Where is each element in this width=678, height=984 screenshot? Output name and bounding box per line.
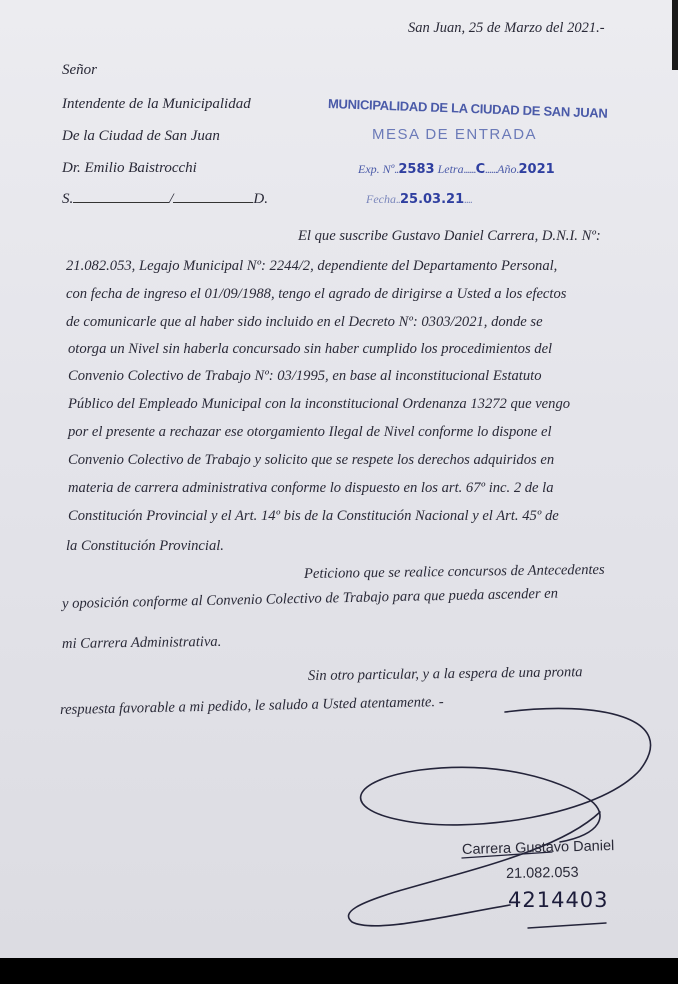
stamp-letra-label: Letra xyxy=(437,162,464,176)
body-line: la Constitución Provincial. xyxy=(66,538,224,554)
body-line: materia de carrera administrativa conforme lo dispuesto en los art. 67º inc. 2 de la xyxy=(68,480,554,496)
stamp-exp-label: Exp. Nº xyxy=(358,162,395,176)
signature-handwritten-number: 4214403 xyxy=(508,888,609,912)
letter-date: San Juan, 25 de Marzo del 2021.- xyxy=(408,20,605,36)
body-line: Convenio Colectivo de Trabajo y solicito que se respete los derechos adquiridos en xyxy=(68,452,555,468)
body-line: otorga un Nivel sin haberla concursado sin haber cumplido los procedimientos del xyxy=(68,341,553,357)
body-line: Peticiono que se realice concursos de Antecedentes xyxy=(303,561,605,582)
signature-name: Carrera Gustavo Daniel xyxy=(461,838,615,858)
sd-blank-1 xyxy=(73,190,169,203)
stamp-organization: MUNICIPALIDAD DE LA CIUDAD DE SAN JUAN xyxy=(327,96,608,121)
sd-end: D. xyxy=(253,191,269,207)
recipient-title: Intendente de la Municipalidad xyxy=(62,96,251,112)
body-line: de comunicarle que al haber sido incluido en el Decreto Nº: 0303/2021, donde se xyxy=(66,314,543,330)
recipient-name: Dr. Emilio Baistrocchi xyxy=(62,160,197,176)
signature-dni: 21.082.053 xyxy=(505,864,579,882)
stamp-anio-value: 2021 xyxy=(518,162,555,177)
stamp-fecha-row: Fecha..25.03.21.... xyxy=(366,192,473,207)
stamp-fecha-label: Fecha xyxy=(366,192,396,206)
body-line: con fecha de ingreso el 01/09/1988, tengo el agrado de dirigirse a Usted a los efectos xyxy=(66,286,567,302)
stamp-anio-label: Año xyxy=(497,162,517,176)
page-edge-shadow xyxy=(672,0,678,70)
stamp-exp-number: 2583 xyxy=(398,162,435,177)
recipient-sd-line xyxy=(62,190,268,208)
sd-separator: / xyxy=(169,191,174,207)
recipient-salutation: Señor xyxy=(62,62,97,78)
body-line: Sin otro particular, y a la espera de una pronta xyxy=(307,664,583,684)
body-line: respuesta favorable a mi pedido, le saludo a Usted atentamente. - xyxy=(59,693,444,718)
body-line: Constitución Provincial y el Art. 14º bis de la Constitución Nacional y el Art. 45º de xyxy=(68,508,559,524)
body-line: y oposición conforme al Convenio Colectivo de Trabajo para que pueda ascender en xyxy=(61,585,559,612)
bottom-black-bar xyxy=(0,958,678,984)
body-line: mi Carrera Administrativa. xyxy=(61,633,222,652)
stamp-desk: MESA DE ENTRADA xyxy=(372,126,538,143)
body-line: Convenio Colectivo de Trabajo Nº: 03/1995, en base al inconstitucional Estatuto xyxy=(68,368,542,384)
body-line: por el presente a rechazar ese otorgamiento Ilegal de Nivel conforme lo dispone el xyxy=(68,424,552,440)
body-line: El que suscribe Gustavo Daniel Carrera, D.N.I. Nº: xyxy=(298,228,601,244)
body-line: 21.082.053, Legajo Municipal Nº: 2244/2, dependiente del Departamento Personal, xyxy=(66,258,558,274)
recipient-city: De la Ciudad de San Juan xyxy=(62,128,220,144)
body-line: Público del Empleado Municipal con la inconstitucional Ordenanza 13272 que vengo xyxy=(68,396,571,412)
sd-start: S. xyxy=(62,191,74,207)
stamp-fecha-value: 25.03.21 xyxy=(399,192,465,207)
sd-blank-2 xyxy=(173,190,253,203)
stamp-expediente-row: Exp. Nº..2583 Letra......C......Año.2021 xyxy=(358,162,555,177)
stamp-letra-value: C xyxy=(475,162,486,177)
